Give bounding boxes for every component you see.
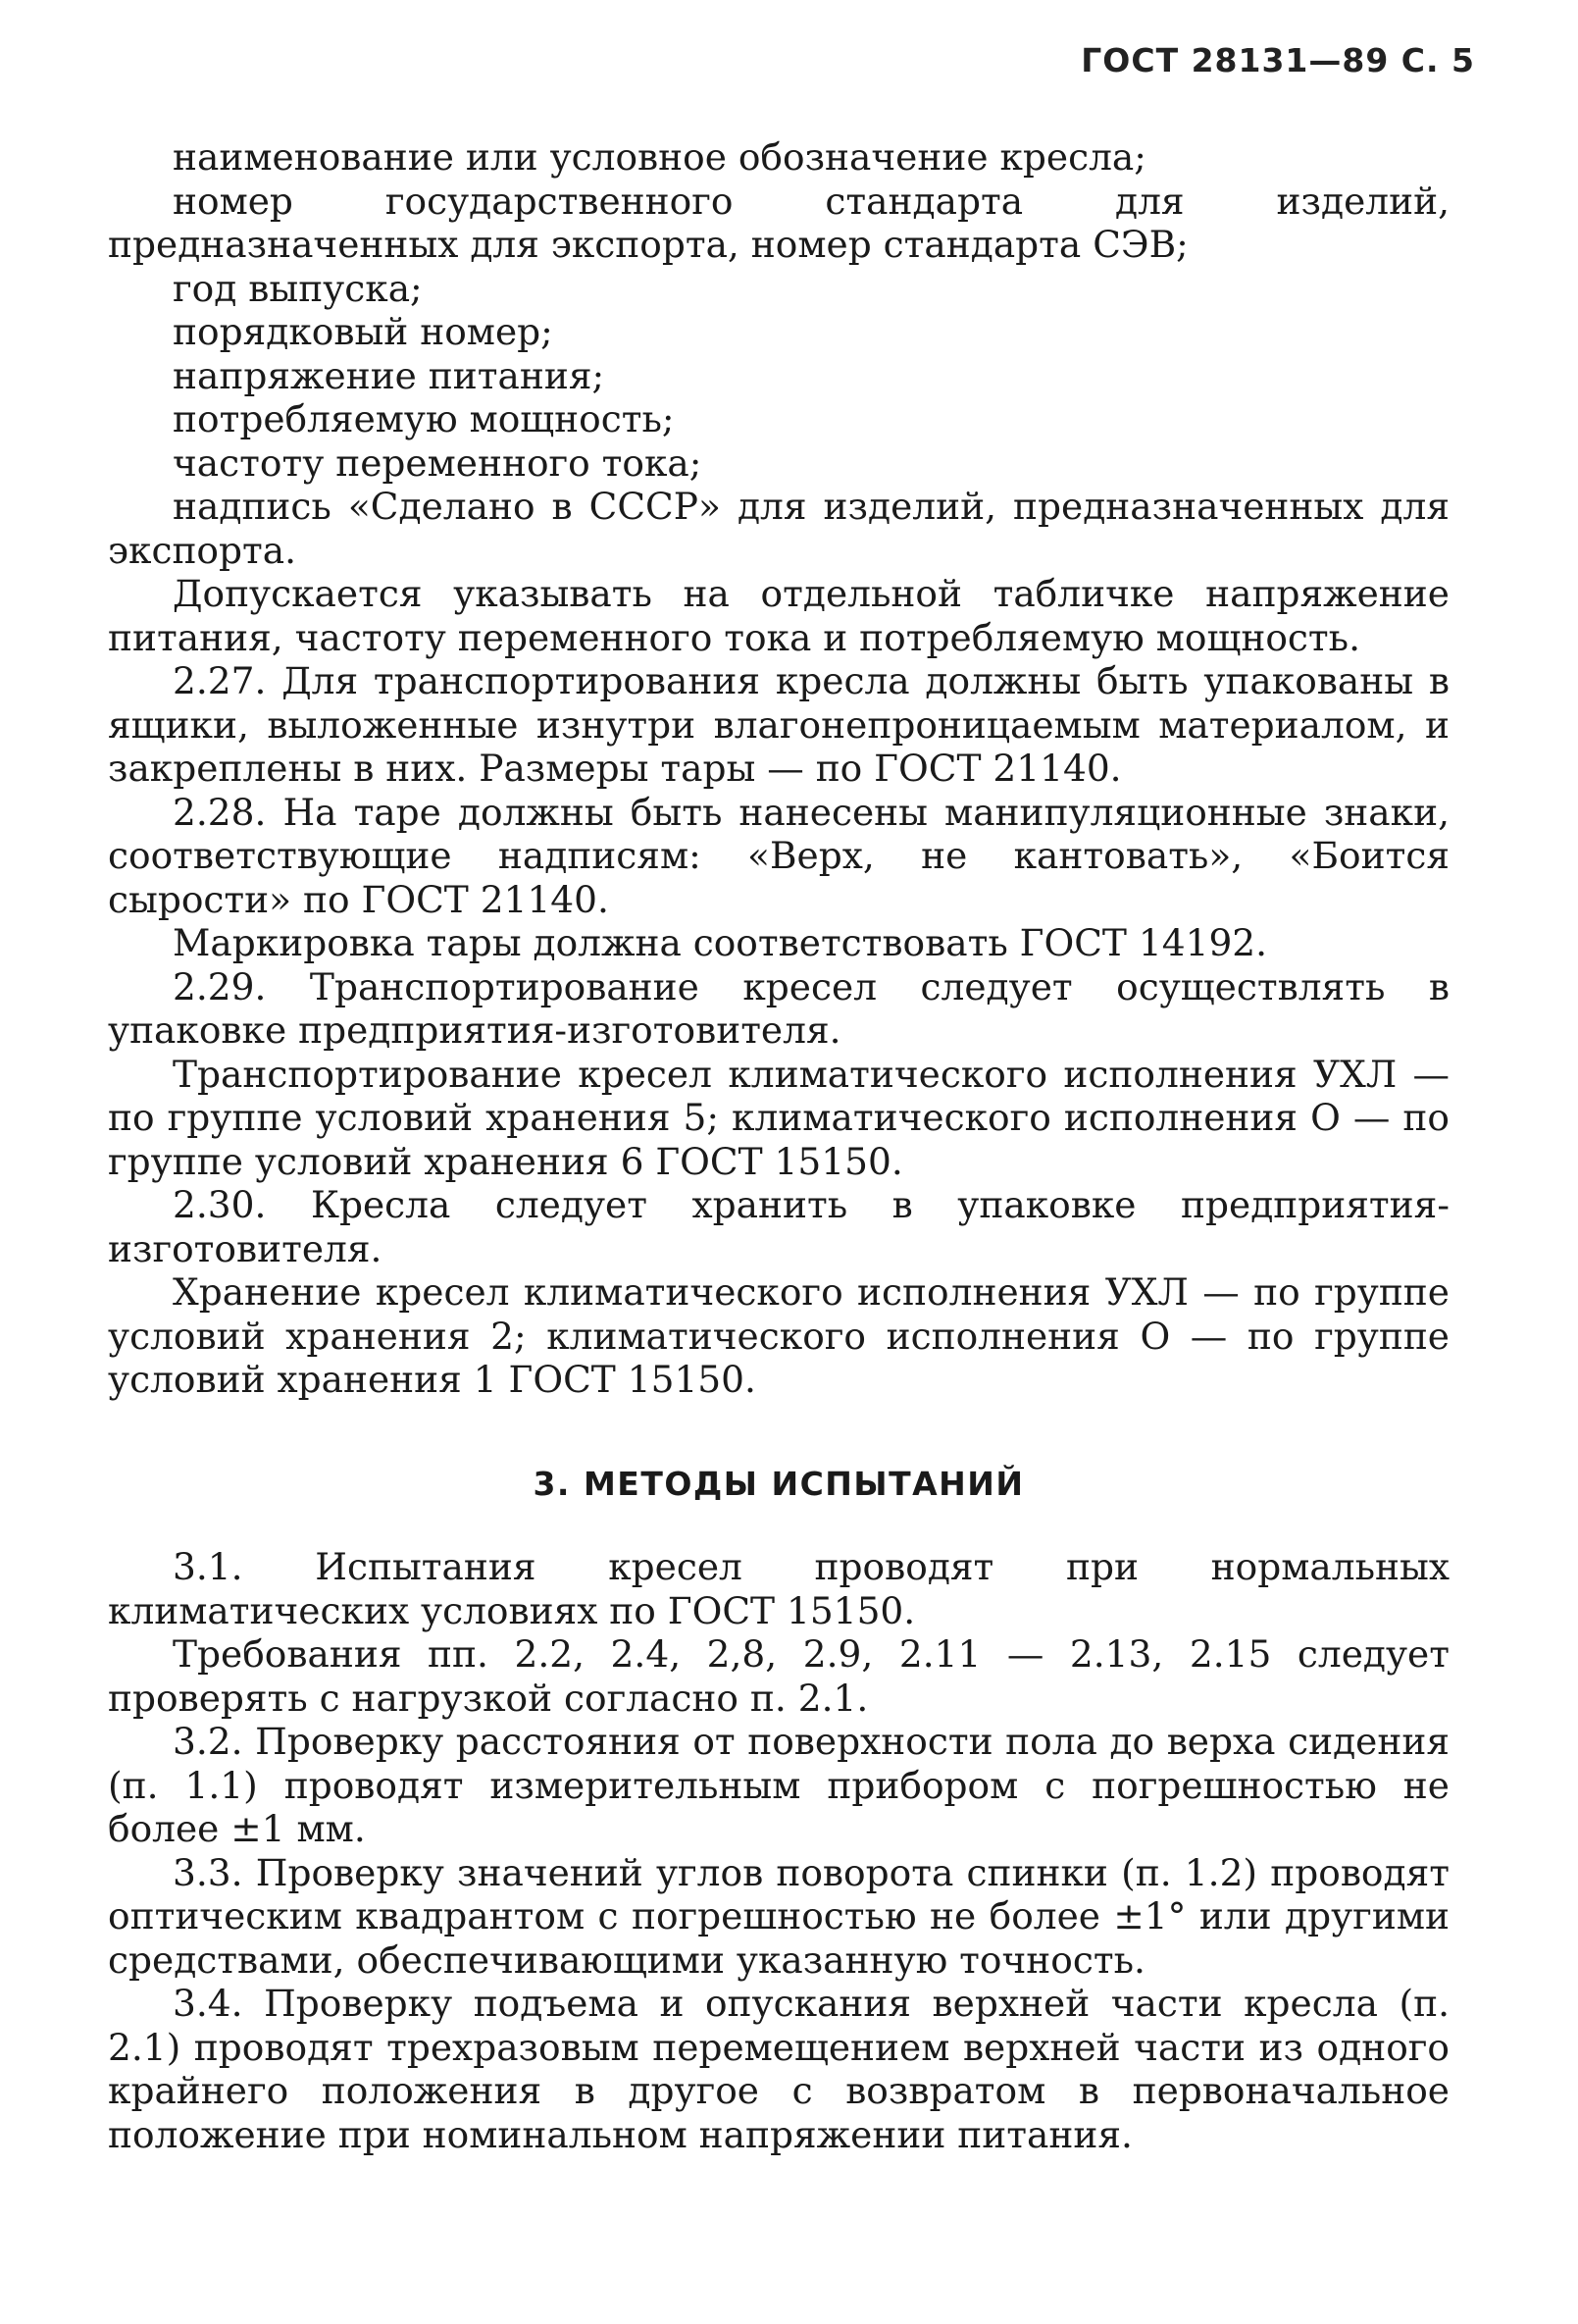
list-item: наименование или условное обозначение кресла; <box>173 135 1146 179</box>
list-item: год выпуска; <box>173 266 423 310</box>
section-2-text <box>108 572 1450 1402</box>
list-item: порядковый номер; <box>173 310 553 353</box>
paragraph: Маркировка тары должна соответствовать ГОСТ 14192. <box>173 921 1268 964</box>
section-heading: 3. МЕТОДЫ ИСПЫТАНИЙ <box>533 1464 1025 1503</box>
list-item: напряжение питания; <box>173 353 605 397</box>
paragraph-3-2: 3.2. Проверку расстояния от поверхности пола до верха сидения (п. 1.1) проводят измерительным прибором с погрешностью не более ±1 мм. <box>108 1720 1450 1850</box>
paragraph-3-1: 3.1. Испытания кресел проводят при нормальных климатических условиях по ГОСТ 15150. <box>108 1545 1450 1632</box>
paragraph-2-30: 2.30. Кресла следует хранить в упаковке предприятия-изготовителя. <box>108 1183 1450 1270</box>
paragraph-3-4: 3.4. Проверку подъема и опускания верхней части кресла (п. 2.1) проводят трехразовым перемещением верхней части из одного крайнего положения в другое с возвратом в первоначальное положение при номинальном напряжении питания. <box>108 1982 1450 2156</box>
paragraph-2-29: 2.29. Транспортирование кресел следует осуществлять в упаковке предприятия-изготовителя. <box>108 964 1450 1052</box>
paragraph: Допускается указывать на отдельной табличке напряжение питания, частоту переменного тока и потребляемую мощность. <box>108 572 1450 659</box>
marking-list <box>108 135 1450 572</box>
page-body <box>108 135 1450 2156</box>
list-item: надпись «Сделано в СССР» для изделий, предназначенных для экспорта. <box>108 485 1450 572</box>
list-item: частоту переменного тока; <box>173 440 702 485</box>
paragraph-2-27: 2.27. Для транспортирования кресла должны быть упакованы в ящики, выложенные изнутри влагонепроницаемым материалом, и закреплены в них. Размеры тары — по ГОСТ 21140. <box>108 659 1450 790</box>
paragraph: Хранение кресел климатического исполнения УХЛ — по группе условий хранения 2; климатического исполнения О — по группе условий хранения 1 ГОСТ 15150. <box>108 1270 1450 1401</box>
section-3-text <box>108 1545 1450 2156</box>
running-head: ГОСТ 28131—89 С. 5 <box>1081 41 1475 79</box>
list-item: номер государственного стандарта для изделий, предназначенных для экспорта, номер стандарта СЭВ; <box>108 179 1450 266</box>
paragraph-2-28: 2.28. На таре должны быть нанесены манипуляционные знаки, соответствующие надписям: «Верх, не кантовать», «Боится сырости» по ГОСТ 21140. <box>108 790 1450 921</box>
list-item: потребляемую мощность; <box>173 397 675 440</box>
paragraph: Требования пп. 2.2, 2.4, 2,8, 2.9, 2.11 — 2.13, 2.15 следует проверять с нагрузкой согласно п. 2.1. <box>108 1632 1450 1720</box>
paragraph: Транспортирование кресел климатического исполнения УХЛ — по группе условий хранения 5; климатического исполнения О — по группе условий хранения 6 ГОСТ 15150. <box>108 1052 1450 1183</box>
paragraph-3-3: 3.3. Проверку значений углов поворота спинки (п. 1.2) проводят оптическим квадрантом с погрешностью не более ±1° или другими средствами, обеспечивающими указанную точность. <box>108 1850 1450 1982</box>
